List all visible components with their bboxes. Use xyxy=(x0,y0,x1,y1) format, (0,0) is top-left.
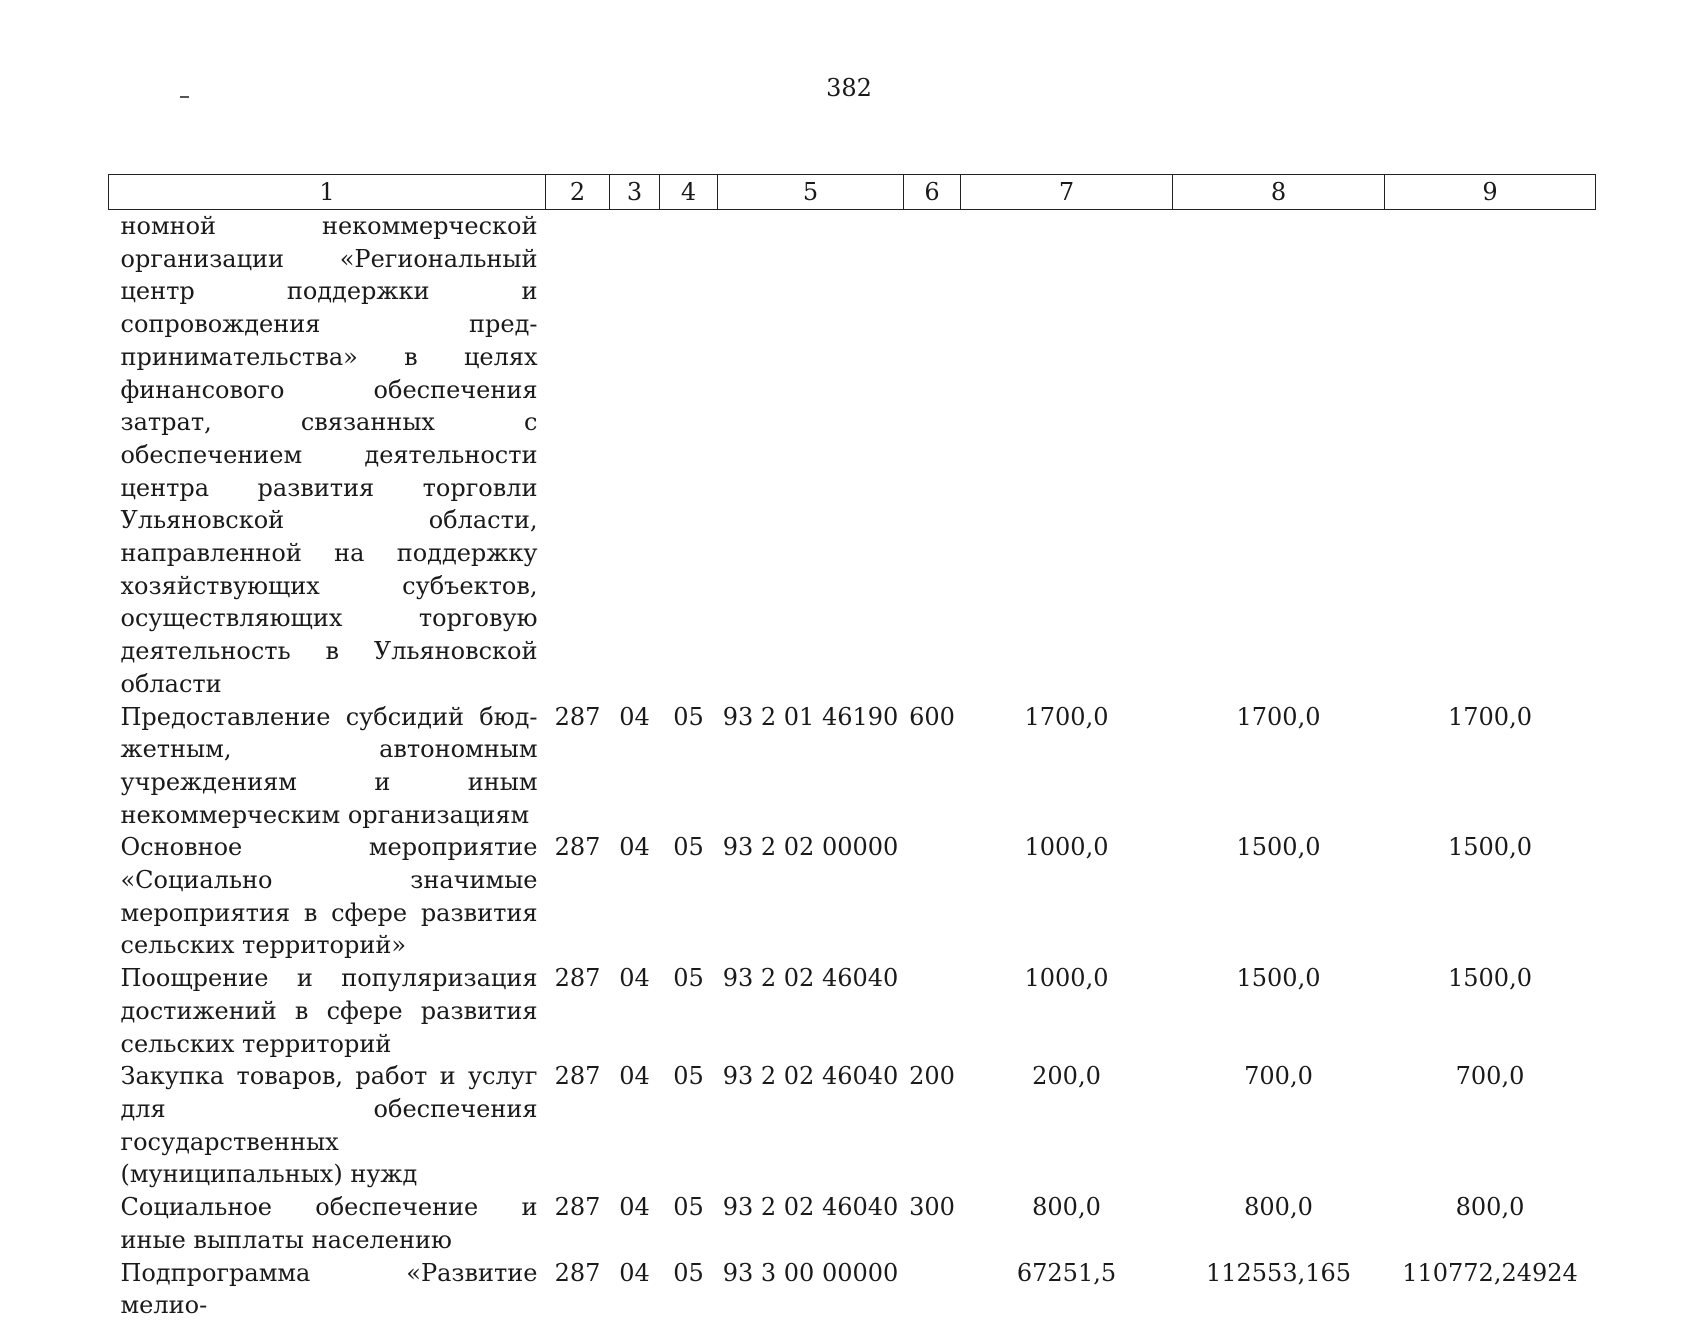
table-row xyxy=(109,1060,1596,1191)
table-row xyxy=(109,962,1596,1060)
cell-amount-year2: 112553,165 xyxy=(1205,1258,1352,1287)
row-name: Подпрограмма «Развитие мелио- xyxy=(120,1258,538,1320)
cell-subsection: 05 xyxy=(673,1193,704,1222)
header-col-2: 2 xyxy=(546,175,610,210)
row-name: номной некоммерческой организации «Региональный центр поддержки и сопровождения предпринимательства» в целях финансового обеспечения затрат, связанных с обеспечением деятельности центра развития торговли Ульяновской области, направленной на поддержку хозяйствующих субъектов, осуществляющих торговую деятельность в Ульяновской области xyxy=(120,212,538,698)
header-col-8: 8 xyxy=(1173,175,1385,210)
cell-admin xyxy=(546,210,610,701)
row-name: Предоставление субсидий бюджетным, автономным учреждениям и иным некоммерческим организациям xyxy=(120,702,538,829)
header-row xyxy=(109,175,1596,210)
cell-amount-year3 xyxy=(1385,210,1596,701)
header-col-7: 7 xyxy=(961,175,1173,210)
cell-target-article: 93 3 00 00000 xyxy=(722,1258,899,1287)
row-name: Закупка товаров, работ и услуг для обеспечения государственных (муниципальных) нужд xyxy=(120,1062,538,1189)
cell-section: 04 xyxy=(619,1258,650,1287)
row-name: Поощрение и популяризация достижений в сфере развития сельских территорий xyxy=(120,964,538,1058)
table-row xyxy=(109,1257,1596,1322)
row-name: Социальное обеспечение и иные выплаты населению xyxy=(120,1193,538,1254)
cell-target-article xyxy=(718,210,904,701)
cell-section: 04 xyxy=(619,964,650,993)
cell-expense-type: 200 xyxy=(909,1062,955,1091)
page-number: 382 xyxy=(826,74,872,102)
cell-amount-year1: 200,0 xyxy=(1032,1062,1101,1091)
cell-subsection: 05 xyxy=(673,1062,704,1091)
cell-expense-type xyxy=(904,962,961,1060)
cell-amount-year1: 1000,0 xyxy=(1024,964,1109,993)
cell-amount-year2: 1700,0 xyxy=(1236,702,1321,731)
cell-section: 04 xyxy=(619,1062,650,1091)
header-col-9: 9 xyxy=(1385,175,1596,210)
table-row xyxy=(109,1191,1596,1256)
cell-section: 04 xyxy=(619,1193,650,1222)
header-col-3: 3 xyxy=(610,175,660,210)
cell-admin: 287 xyxy=(554,833,601,862)
cell-amount-year3: 700,0 xyxy=(1455,1062,1525,1091)
cell-section: 04 xyxy=(619,702,650,731)
cell-expense-type xyxy=(904,1257,961,1322)
cell-expense-type xyxy=(904,210,961,701)
cell-subsection xyxy=(660,210,718,701)
cell-section: 04 xyxy=(619,833,650,862)
table-row xyxy=(109,701,1596,832)
cell-target-article: 93 2 02 46040 xyxy=(722,1062,899,1091)
cell-admin: 287 xyxy=(554,1258,601,1287)
table-row xyxy=(109,210,1596,701)
cell-subsection: 05 xyxy=(673,964,704,993)
cell-amount-year1: 67251,5 xyxy=(1016,1258,1117,1287)
cell-expense-type: 600 xyxy=(909,702,955,731)
cell-target-article: 93 2 02 46040 xyxy=(722,964,899,993)
cell-amount-year2: 700,0 xyxy=(1244,1062,1313,1091)
header-col-5: 5 xyxy=(718,175,904,210)
cell-admin: 287 xyxy=(554,1193,601,1222)
table-row xyxy=(109,831,1596,962)
budget-table xyxy=(108,174,1596,1322)
cell-target-article: 93 2 01 46190 xyxy=(722,702,899,731)
cell-amount-year2: 1500,0 xyxy=(1236,833,1321,862)
cell-amount-year1: 1700,0 xyxy=(1024,702,1109,731)
table-header xyxy=(109,175,1596,210)
cell-admin: 287 xyxy=(554,1062,601,1091)
cell-amount-year3: 1500,0 xyxy=(1448,833,1532,862)
cell-expense-type: 300 xyxy=(909,1193,955,1222)
cell-amount-year1 xyxy=(961,210,1173,701)
row-name: Основное мероприятие «Социально значимые мероприятия в сфере развития сельских территорий» xyxy=(120,833,538,960)
cell-admin: 287 xyxy=(554,702,601,731)
header-col-4: 4 xyxy=(660,175,718,210)
cell-amount-year2: 1500,0 xyxy=(1236,964,1321,993)
cell-target-article: 93 2 02 00000 xyxy=(722,833,899,862)
header-col-6: 6 xyxy=(904,175,961,210)
cell-amount-year3: 1700,0 xyxy=(1448,702,1532,731)
cell-amount-year2: 800,0 xyxy=(1244,1193,1313,1222)
cell-amount-year3: 1500,0 xyxy=(1448,964,1532,993)
cell-expense-type xyxy=(904,831,961,962)
scan-mark xyxy=(180,96,189,98)
cell-section xyxy=(610,210,660,701)
cell-subsection: 05 xyxy=(673,833,704,862)
cell-target-article: 93 2 02 46040 xyxy=(722,1193,899,1222)
cell-subsection: 05 xyxy=(673,702,704,731)
cell-amount-year3: 110772,24924 xyxy=(1402,1258,1578,1287)
cell-subsection: 05 xyxy=(673,1258,704,1287)
cell-amount-year1: 1000,0 xyxy=(1024,833,1109,862)
cell-amount-year1: 800,0 xyxy=(1032,1193,1101,1222)
cell-amount-year3: 800,0 xyxy=(1455,1193,1525,1222)
cell-admin: 287 xyxy=(554,964,601,993)
cell-amount-year2 xyxy=(1173,210,1385,701)
header-col-1: 1 xyxy=(109,175,546,210)
